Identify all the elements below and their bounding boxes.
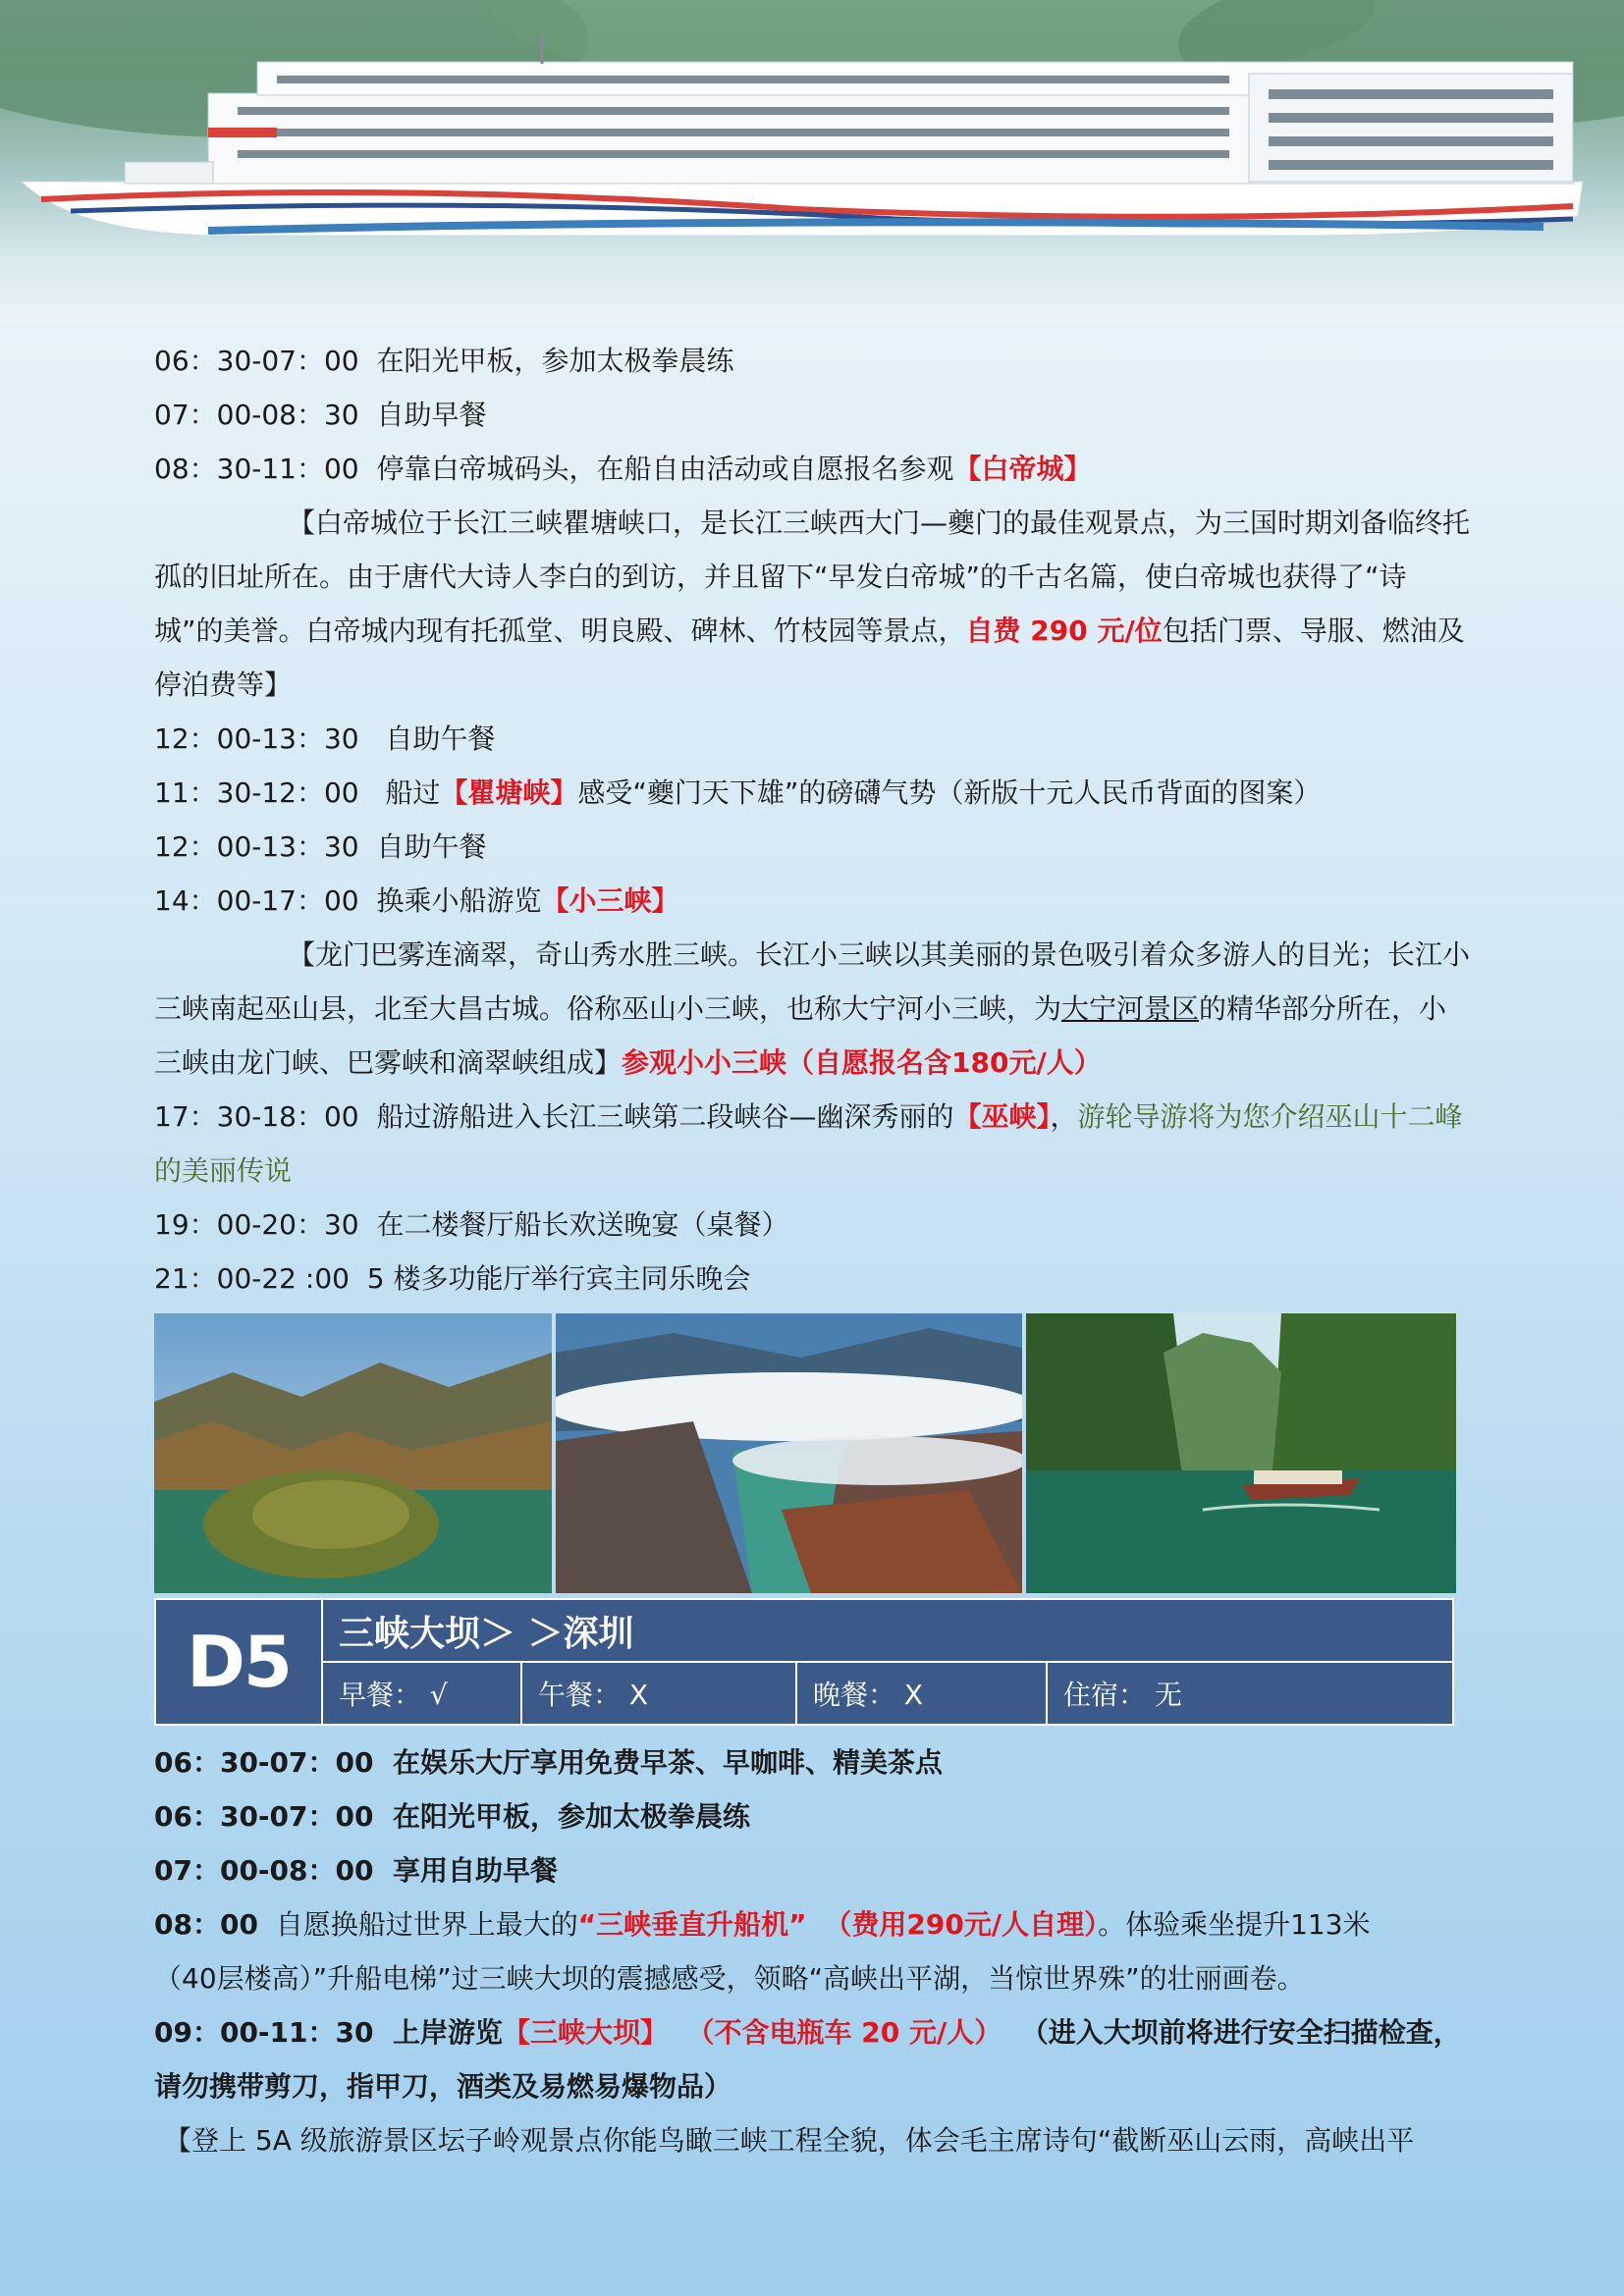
xsx-text-end: 的精华部分所在，小三峡由龙门峡、巴雾峡和滴翠峡组成】	[154, 992, 1447, 1079]
baidi-text-end: 包括门票、导服、燃油及停泊费等】	[154, 614, 1465, 701]
schedule-row	[154, 766, 1470, 820]
time: 17：30-18：00	[154, 1100, 359, 1133]
meal-breakfast: 早餐： √	[323, 1663, 522, 1724]
cruise-ship-illustration	[12, 34, 1602, 250]
activity: 享用自助早餐	[392, 1854, 558, 1887]
day-route-title: 三峡大坝＞ ＞深圳	[323, 1600, 1452, 1663]
time: 14：00-17：00	[154, 884, 359, 917]
attraction-tag: 【小三峡】	[541, 884, 679, 917]
activity: 自助早餐	[376, 399, 487, 431]
shiplift-fee: （费用290元/人自理）	[824, 1908, 1099, 1941]
activity-detail: 感受“夔门天下雄”的磅礴气势（新版十元人民币背面的图案）	[577, 776, 1322, 809]
schedule-row	[154, 1090, 1470, 1198]
day-number: D5	[156, 1600, 323, 1724]
time: 07：00-08：00	[154, 1854, 374, 1887]
activity: 5 楼多功能厅举行宾主同乐晚会	[366, 1262, 751, 1295]
baidi-fee: 自费 290 元/位	[965, 614, 1163, 647]
activity: 停靠白帝城码头，在船自由活动或自愿报名参观	[376, 453, 954, 485]
time: 21：00-22 :00	[154, 1262, 350, 1295]
activity: 船过	[385, 776, 441, 809]
schedule-row	[154, 442, 1470, 496]
schedule-row	[154, 388, 1470, 442]
time: 07：00-08：30	[154, 399, 359, 431]
meal-dinner: 晚餐： X	[797, 1663, 1048, 1724]
guide-note: 游轮导游将为您介绍巫山十二峰的美丽传说	[154, 1100, 1463, 1187]
photo-strip	[154, 1313, 1456, 1593]
meals-row	[323, 1663, 1452, 1724]
baidi-text: 【白帝城位于长江三峡瞿塘峡口，是长江三峡西大门—夔门的最佳观景点，为三国时期刘备临终托孤的旧址所在。由于唐代大诗人李白的到访，并且留下“早发白帝城”的千古名篇，使白帝城也获得了“诗城”的美誉。白帝城内现有托孤堂、明良殿、碑林、竹枝园等景点，	[154, 507, 1471, 647]
day-header	[154, 1598, 1454, 1726]
day-info	[323, 1600, 1452, 1724]
schedule-row	[154, 820, 1470, 874]
time: 12：00-13：30	[154, 830, 359, 863]
xsx-text: 【龙门巴雾连滴翠，奇山秀水胜三峡。长江小三峡以其美丽的景色吸引着众多游人的目光；长江小三峡南起巫山县，北至大昌古城。俗称巫山小三峡，也称大宁河小三峡，为	[154, 938, 1471, 1025]
schedule-row	[154, 1252, 1470, 1306]
attraction-tag: 【瞿塘峡】	[440, 776, 578, 809]
itinerary-day5	[154, 1735, 1470, 2167]
activity: 在娱乐大厅享用免费早茶、早咖啡、精美茶点	[392, 1746, 943, 1779]
xsx-underline: 大宁河景区	[1061, 992, 1200, 1025]
schedule-row	[154, 712, 1470, 766]
activity: 自助午餐	[385, 722, 496, 755]
xsx-fee: 参观小小三峡（自愿报名含180元/人）	[622, 1046, 1102, 1079]
time: 09：00-11：30	[154, 2016, 374, 2049]
meal-lunch: 午餐： X	[522, 1663, 797, 1724]
activity: 船过游船进入长江三峡第二段峡谷—幽深秀丽的	[376, 1100, 954, 1133]
time: 08：00	[154, 1908, 258, 1941]
photo-river-boat	[1026, 1313, 1456, 1593]
activity: 在阳光甲板，参加太极拳晨练	[376, 345, 734, 377]
comma: ，	[1050, 1100, 1078, 1133]
itinerary-day4	[154, 334, 1470, 1306]
shiplift-detail: 。体验乘坐提升113米（40层楼高）”升船电梯”过三峡大坝的震撼感受，领略“高峡出平湖，当惊世界殊”的壮丽画卷。	[154, 1908, 1371, 1995]
attraction-tag: 【巫峡】	[953, 1100, 1051, 1133]
time: 06：30-07：00	[154, 1800, 374, 1833]
attraction-tag: 【白帝城】	[953, 453, 1092, 485]
photo-baidi-island	[154, 1313, 552, 1593]
accommodation: 住宿： 无	[1063, 1679, 1182, 1711]
schedule-row	[154, 334, 1470, 388]
activity: 在二楼餐厅船长欢送晚宴（桌餐）	[376, 1208, 789, 1241]
schedule-row	[154, 1843, 1470, 1897]
time: 06：30-07：00	[154, 345, 359, 377]
schedule-row	[154, 874, 1470, 928]
dam-security-note: （进入大坝前将进行安全扫描检查，请勿携带剪刀，指甲刀，酒类及易燃易爆物品）	[154, 2016, 1461, 2103]
activity: 上岸游览	[392, 2016, 503, 2049]
schedule-row	[154, 1789, 1470, 1843]
time: 06：30-07：00	[154, 1746, 374, 1779]
schedule-row	[154, 1735, 1470, 1789]
activity: 在阳光甲板，参加太极拳晨练	[392, 1800, 750, 1833]
attraction-tag: 【三峡大坝】	[503, 2016, 669, 2049]
dam-description: 【登上 5A 级旅游景区坛子岭观景点你能鸟瞰三峡工程全貌，体会毛主席诗句“截断巫山云雨，高峡出平	[164, 2124, 1415, 2157]
shiplift-tag: “三峡垂直升船机”	[577, 1908, 807, 1941]
photo-gorge-clouds	[556, 1313, 1022, 1593]
time: 11：30-12：00	[154, 776, 359, 809]
activity: 自愿换船过世界上最大的	[275, 1908, 578, 1941]
xiaosanxia-description	[154, 928, 1470, 1090]
time: 08：30-11：00	[154, 453, 359, 485]
dam-fee: （不含电瓶车 20 元/人）	[686, 2016, 1002, 2049]
baidi-description	[154, 496, 1470, 712]
time: 19：00-20：30	[154, 1208, 359, 1241]
activity: 自助午餐	[376, 830, 487, 863]
schedule-row	[154, 1198, 1470, 1252]
dam-row	[154, 2005, 1470, 2113]
hero-ship-image	[0, 0, 1624, 324]
shiplift-row	[154, 1897, 1431, 2005]
time: 12：00-13：30	[154, 722, 359, 755]
activity: 换乘小船游览	[376, 884, 542, 917]
